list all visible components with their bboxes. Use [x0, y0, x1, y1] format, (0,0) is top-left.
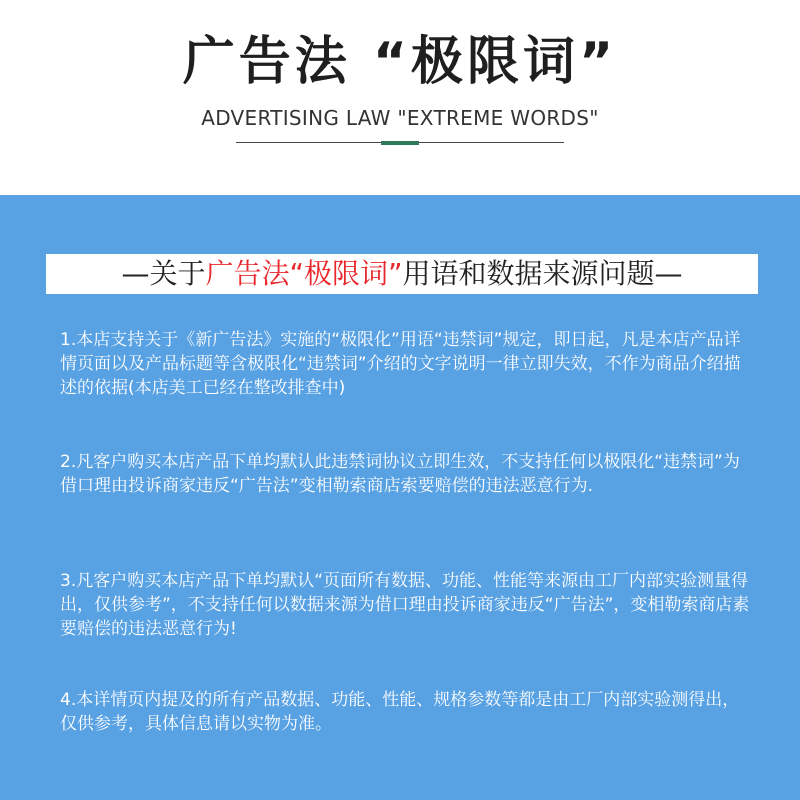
page-subtitle: ADVERTISING LAW "EXTREME WORDS" [201, 106, 599, 130]
notice-paragraph-2: 2.凡客户购买本店产品下单均默认此违禁词协议立即生效，不支持任何以极限化“违禁词”为借口理由投诉商家违反“广告法”变相勒索商店索要赔偿的违法恶意行为. [60, 452, 740, 496]
banner-prefix: —关于 [121, 257, 206, 290]
notice-paragraph-1: 1.本店支持关于《新广告法》实施的“极限化”用语“违禁词”规定，即日起，凡是本店产品详情页面以及产品标题等含极限化“违禁词”介绍的文字说明一律立即失效，不作为商品介绍描述的依据(本店美工已经在整改排查中) [60, 330, 741, 398]
header-section [0, 0, 800, 195]
page-title: 广告法 “极限词” [182, 32, 618, 92]
notice-paragraph-4: 4.本详情页内提及的所有产品数据、功能、性能、规格参数等都是由工厂内部实验测得出，仅供参考，具体信息请以实物为准。 [60, 690, 740, 734]
notice-banner [46, 254, 758, 294]
notice-paragraph-3: 3.凡客户购买本店产品下单均默认“页面所有数据、功能、性能等来源由工厂内部实验测量得出，仅供参考”，不支持任何以数据来源为借口理由投诉商家违反“广告法”，变相勒索商店素要赔偿的违法恶意行为! [60, 571, 750, 639]
banner-suffix: 用语和数据来源问题— [402, 257, 683, 290]
banner-highlight: 广告法“极限词” [205, 257, 403, 290]
divider-accent [381, 141, 419, 145]
